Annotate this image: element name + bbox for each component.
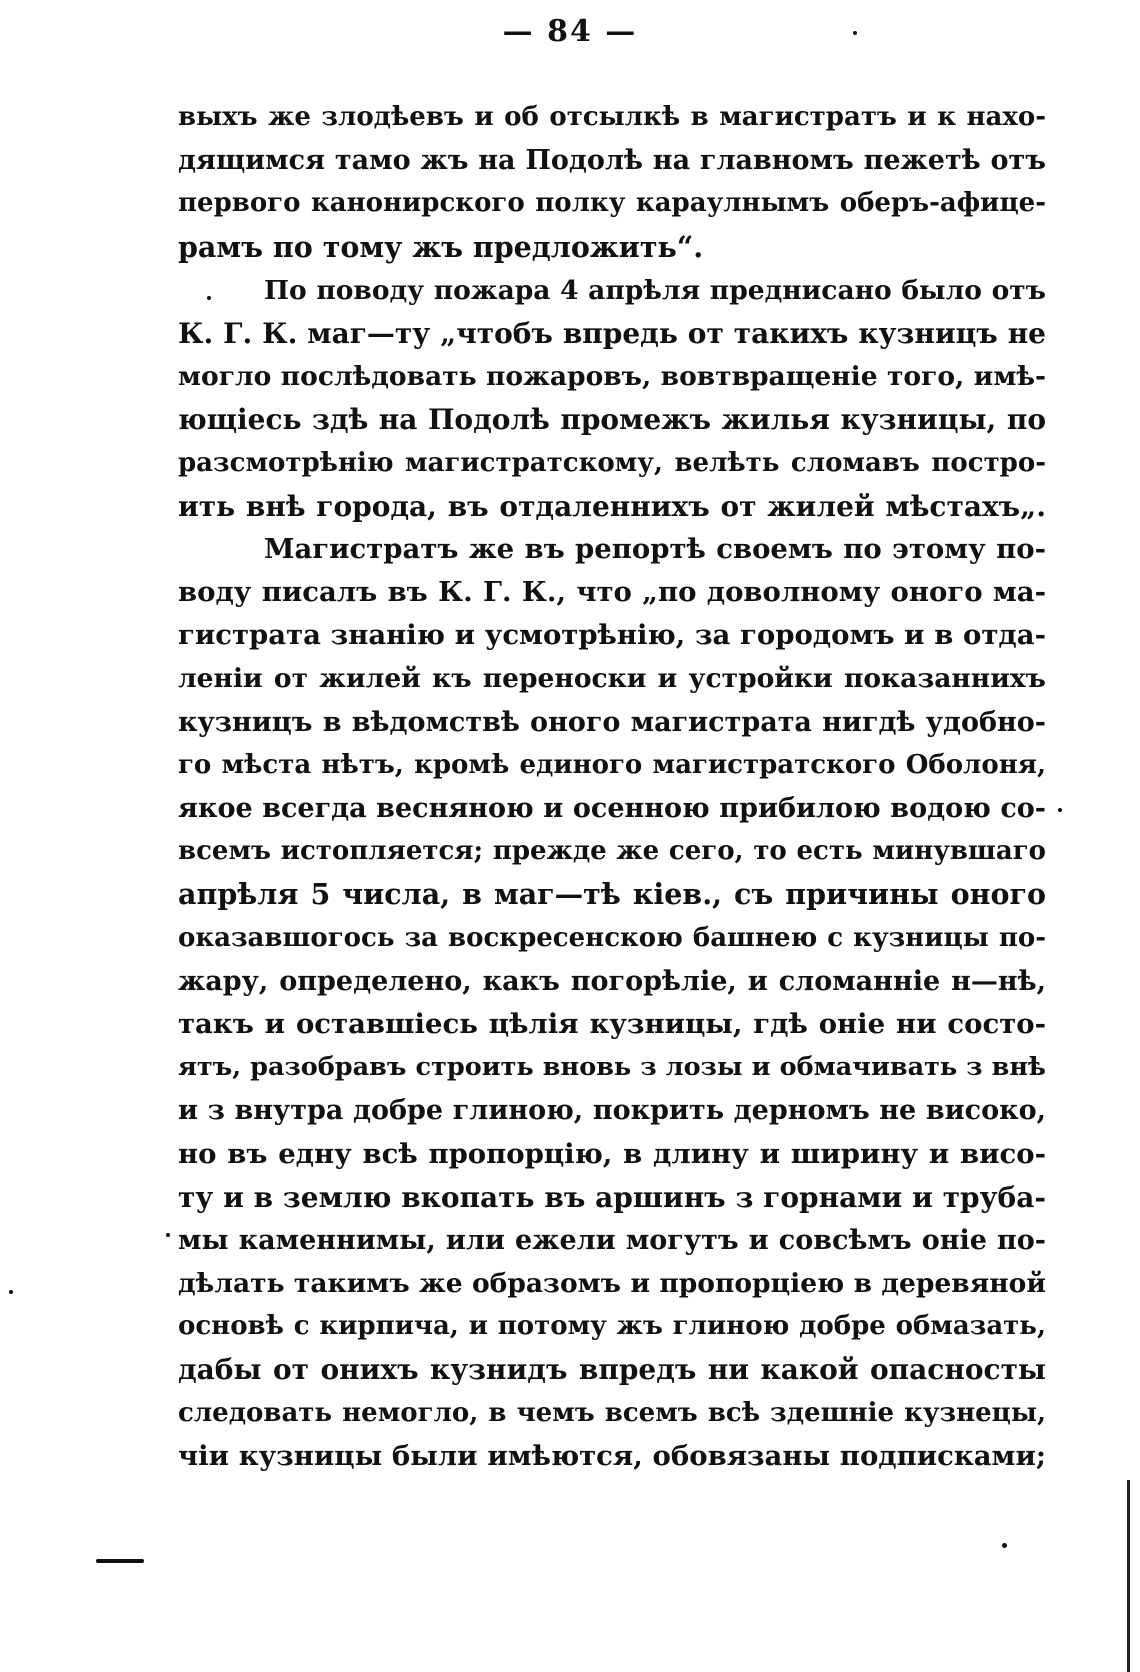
text-line: Магистратъ же въ репортѣ своемъ по этому по- (264, 532, 1046, 565)
text-line: такъ и оставшіесь цѣлія кузницы, гдѣ оніе ни состо- (178, 1007, 1046, 1040)
text-line: гистрата знанію и усмотрѣнію, за городомъ и в отда- (178, 619, 1046, 652)
text-line: ющіесь здѣ на Подолѣ промежъ жилья кузницы, по (178, 403, 1046, 437)
text-line: К. Г. К. маг—ту „чтобъ впредь от такихъ кузницъ не (178, 316, 1046, 350)
text-line: всемъ истопляется; прежде же сего, то есть минувшаго (178, 836, 1046, 867)
scan-speck (207, 296, 211, 300)
text-line: разсмотрѣнію магистратскому, велѣть сломавъ постро- (178, 447, 1046, 478)
scan-speck (853, 31, 857, 35)
text-line: го мѣста нѣтъ, кромѣ единого магистратского Оболоня, (178, 749, 1046, 780)
page-number: — 84 — (502, 14, 638, 49)
text-line: рамъ по тому жъ предложить“. (178, 229, 704, 264)
text-line: выхъ же злодѣевъ и об отсылкѣ в магистратъ и к нахо- (178, 102, 1046, 132)
text-line: воду писалъ въ К. Г. К., что „по доволному оного ма- (178, 576, 1046, 609)
text-line: первого канонирского полку караулнымъ оберъ-афице- (178, 188, 1046, 219)
text-line: оказавшогось за воскресенскою башнею с кузницы по- (178, 922, 1046, 953)
text-line: жару, определено, какъ погорѣліе, и сломанніе н—нѣ, (178, 965, 1046, 997)
page-edge-line (1127, 1480, 1130, 1672)
text-line: могло послѣдовать пожаровъ, вовтвращеніе того, имѣ- (178, 361, 1046, 393)
text-line: дѣлать такимъ же образомъ и пропорціею в деревяной (178, 1268, 1046, 1300)
text-line: следовать немогло, в чемъ всемъ всѣ здешніе кузнецы, (178, 1397, 1046, 1428)
scan-speck (166, 1233, 170, 1237)
text-line: ту и в землю вкопать въ аршинъ з горнами и труба- (178, 1180, 1046, 1214)
text-line: ить внѣ города, въ отдаленнихъ от жилей мѣстахъ„. (178, 489, 1046, 523)
text-line: По поводу пожара 4 апрѣля преднисано было отъ (264, 274, 1046, 306)
text-line: кузницъ в вѣдомствѣ оного магистрата нигдѣ удобно- (178, 706, 1046, 738)
text-line: мы каменнимы, или ежели могутъ и совсѣмъ оніе по- (178, 1224, 1046, 1256)
text-line: дабы от онихъ кузнидъ впредъ ни какой опасносты (178, 1353, 1046, 1387)
text-line: и з внутра добре глиною, покрить дерномъ не високо, (178, 1095, 1046, 1127)
scan-mark-dash (96, 1559, 144, 1563)
body-text (178, 96, 1046, 1478)
scan-speck (1058, 808, 1062, 812)
scan-speck (1002, 1543, 1007, 1548)
text-line: леніи от жилей къ переноски и устройки показаннихъ (178, 663, 1046, 695)
text-line: основѣ с кирпича, и потому жъ глиною добре обмазать, (178, 1311, 1046, 1342)
text-line: апрѣля 5 числа, в маг—тѣ кіев., съ причины оного (178, 877, 1046, 912)
text-line: ятъ, разобравъ строить вновь з лозы и обмачивать з внѣ (178, 1052, 1046, 1083)
text-line: якое всегда весняною и осенною прибилою водою со- (178, 793, 1046, 824)
text-line: но въ едну всѣ пропорцію, в длину и ширину и висо- (178, 1137, 1046, 1170)
text-line: чіи кузницы были имѣются, обовязаны подписками; (178, 1439, 1046, 1472)
text-line: дящимся тамо жъ на Подолѣ на главномъ пежетѣ отъ (178, 145, 1046, 177)
scan-speck (9, 1290, 13, 1294)
